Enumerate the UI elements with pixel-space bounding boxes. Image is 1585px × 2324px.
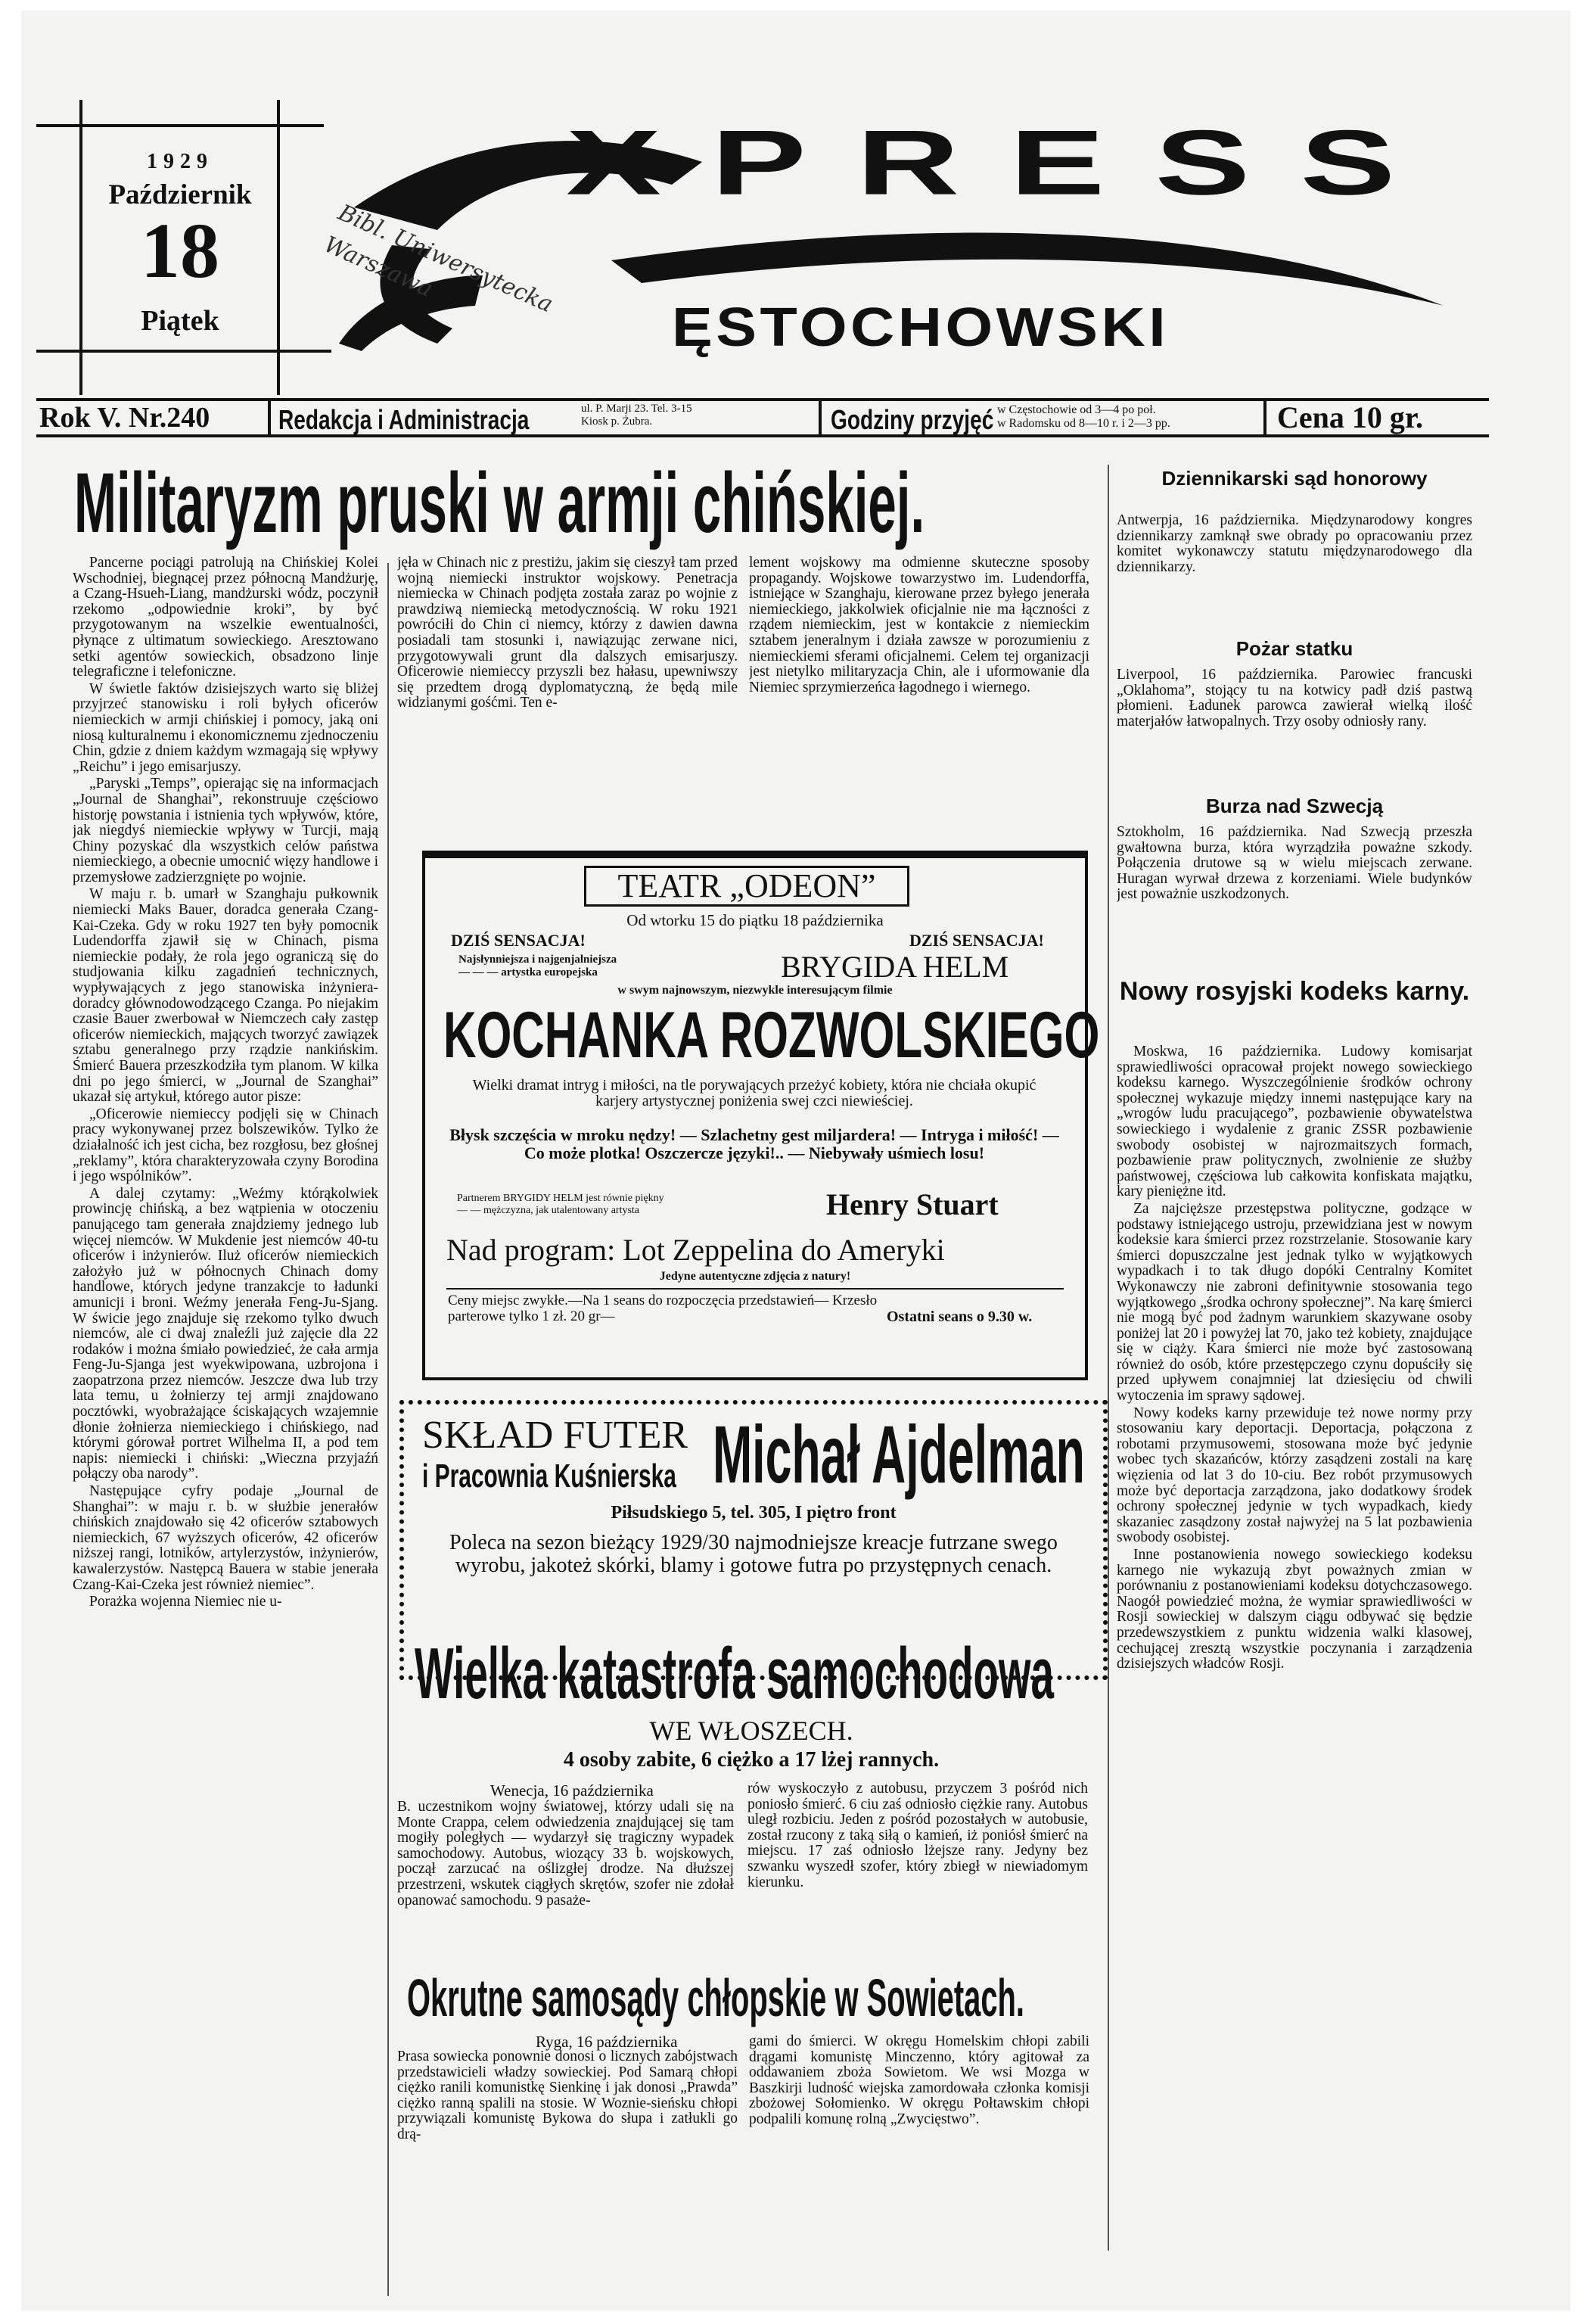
paragraph: Inne postanowienia nowego sowieckiego kodeksu karnego nie wykazują zbyt poważnych zmian w porównaniu z postanowieniami kodeksu dotychczasowego. Naogół powiedzieć można, że wymiar sprawiedliwości w Rosji sowieckiej w dalszym ciągu odbywać się będzie przedewszystkiem z punktu widzenia walki klasowej, cechującej zresztą wszystkie poczynania i zarządzenia dzisiejszych władców Rosji. xyxy=(1117,1547,1472,1672)
car-article-col2: rów wyskoczyło z autobusu, przyczem 3 pośród nich poniosło śmierć. 6 ciu zaś odniosło ciężkie rany. Autobus uległ rozbiciu. Jeden z pośród pozostałych w autobusie, został rzucony z taką siłą o kamień, iż poniósł śmierć na miejscu. 17 zaś odniosło lżejsze rany. Jedyny bez szwanku wyszedł szofer, który zbiegł w niewiadomym kierunku. xyxy=(747,1781,1088,1890)
date-year: 1929 xyxy=(147,150,213,173)
paragraph: Porażka wojenna Niemiec nie u- xyxy=(89,1594,282,1610)
right-column-divider xyxy=(1108,465,1109,2251)
infobar-divider-3 xyxy=(1263,398,1266,437)
right-h4: Nowy rosyjski kodeks karny. xyxy=(1119,977,1470,1006)
car-article-dateline: Wenecja, 16 października xyxy=(490,1781,654,1800)
right-p3: Sztokholm, 16 października. Nad Szwecją przeszła gwałtowna burza, która wyrządziła poważne szkody. Połączenia drutowe są w wielu miejscach zerwane. Huragan wyrwał drzewa z korzeniami. Wiele budynków jest poważnie uszkodzonych. xyxy=(1117,825,1472,903)
fur-ad-address: Piłsudskiego 5, tel. 305, I piętro front xyxy=(611,1503,897,1523)
address-line-1: ul. P. Marji 23. Tel. 3-15 xyxy=(581,403,692,415)
odeon-ad-top-band xyxy=(422,851,1088,858)
fur-ad-name: Michał Ajdelman xyxy=(713,1408,1085,1500)
odeon-last-show: Ostatni seans o 9.30 w. xyxy=(887,1308,1033,1325)
lynch-article-col2: gami do śmierci. W okręgu Homelskim chłopi zabili drągami komunistę Minczenno, który agitował za oddawaniem zboża Sowietom. We wsi Mozga w Baszkirji ludność wiejska zamordowała członka komisji zbożowej Sołomienko. W okręgu Połtawskim chłopi podpalili komunę rolną „Zwycięstwo”. xyxy=(749,2034,1089,2127)
address-line-2: Kiosk p. Żubra. xyxy=(581,415,653,428)
odeon-dates: Od wtorku 15 do piątku 18 października xyxy=(626,911,884,929)
lynch-article-dateline: Ryga, 16 października xyxy=(536,2033,678,2051)
odeon-slogans: Błysk szczęścia w mroku nędzy! — Szlachetny gest miljardera! — Intryga i miłość! — Co może plotka! Oszczercze języki!.. — Niebywały uśmiech losu! xyxy=(449,1125,1059,1162)
hours-label: Godziny przyjęć xyxy=(831,404,994,435)
date-box-right-rule xyxy=(277,100,280,395)
right-p4 xyxy=(1117,1044,1472,2285)
paragraph: A dalej czytamy: „Weźmy którąkolwiek prowincję chińską, a bez wątpienia w otoczeniu panującego tam generała znajdziemy jednego lub więcej niemców. W Mukdenie jest niemców 40-tu oficerów i inżynierów. Iluż oficerów niemieckich założyło już w północnych Chinach domy handlowe, których jedyne tranzakcje to ładunki amunicji i broni. Weźmy jenerała Feng-Ju-Sjang. W świcie jego znajduje się rzekomo tylko dwuch niemców, ale ci dwaj znaleźli już zajęcie dla 22 rodaków i można śmiało powiedzieć, że cała armja Feng-Ju-Sjanga jest wyekwipowana, uzbrojona i zaopatrzona przez niemców. Jeszcze dwa lub trzy lata temu, u żołnierzy tej armji znajdowano pocztówki, wyobrażające ściskających wzajemnie dłonie żołnierza niemieckiego i chińskiego, nad którymi górował portret Wilhelma II, a pod tem napis: niemiecki i chiński: „Wieczna przyjaźń połączy oba narody”. xyxy=(73,1185,378,1482)
lynch-article-headline: Okrutne samosądy chłopskie w Sowietach. xyxy=(407,1968,1025,2027)
paragraph: Pancerne pociągi patrolują na Chińskiej Kolei Wschodniej, biegnącej przez północną Mandżurję, a Czang-Hsueh-Liang, mandżurski wódz, poczynił rzekomo „odpowiednie kroki”, by być przygotowanym na wszelkie ewentualności, płynące z ultimatum sowieckiego. Aresztowano setki agentów sowieckich, obsadzono linje telegraficzne i telefoniczne. xyxy=(73,555,378,680)
car-article-headline: Wielka katastrofa samochodowa xyxy=(415,1633,1054,1714)
issue-number: Rok V. Nr.240 xyxy=(39,402,210,434)
paragraph: „Oficerowie niemieccy podjęli się w Chinach pracy wykonywanej przez bolszewików. Tylko że działalność ich jest cicha, bez rozgłosu, bez głośnej „reklamy”, która charakteryzowała czyny Borodina i jego wspólników”. xyxy=(73,1106,378,1185)
right-h3: Burza nad Szwecją xyxy=(1205,795,1384,817)
odeon-price-rule xyxy=(446,1288,1064,1290)
odeon-partner xyxy=(457,1193,664,1217)
odeon-sensation-left: DZIŚ SENSACJA! xyxy=(451,931,586,950)
paragraph: W świetle faktów dzisiejszych warto się bliżej przyjrzeć stanowisku i roli byłych oficerów niemieckich w armji chińskiej i pomocy, jaką oni niosą kulturalnemu i ekonomicznemu zjednoczeniu Chin, gdzie z dniem każdym wzmagają się wpływy „Reichu” i jego emisarjuszy. xyxy=(73,680,378,775)
car-article-col1: B. uczestnikom wojny światowej, którzy udali się na Monte Crappa, celem odwiedzenia znajdującej się tam mogiły poległych — wydarzył się tragiczny wypadek samochodowy. Autobus, wiozący 33 b. wojskowych, począł zarzucać na oślizgłej drodze. Na dłuższej przestrzeni, wskutek ciągłych skrętów, szofer nie zdołał opanować samochodu. 9 pasaże- xyxy=(397,1800,734,1909)
paragraph: Następujące cyfry podaje „Journal de Shanghai”: w maju r. b. w służbie jenerałów chińskich znajdowało się 42 oficerów sztabowych niemieckich, 67 wyższych oficerów, 42 oficerów niższej rangi, lotników, artylerzystów, inżynierów, kawalerzystów. Następcą Bauera w stabie jenerała Czang-Kai-Czeka jest również niemiec”. xyxy=(73,1483,378,1593)
hours-line-2: w Radomsku od 8—10 r. i 2—3 pp. xyxy=(997,417,1170,430)
handwritten-library-note: Bibl. Uniwersytecka Warszawa xyxy=(320,199,557,319)
date-box-left-rule xyxy=(79,100,82,395)
hours-block xyxy=(997,403,1170,431)
odeon-prices: Ceny miejsc zwykłe.—Na 1 seans do rozpoczęcia przedstawień— Krzesło parterowe tylko 1 zł. 20 gr— xyxy=(448,1293,878,1324)
odeon-film-title: KOCHANKA ROZWOLSKIEGO xyxy=(443,999,1100,1072)
odeon-star-intro-2: — — — artystka europejska xyxy=(458,966,598,978)
lynch-article-col1: Prasa sowiecka ponownie donosi o licznych zabójstwach przedstawicieli władzy sowieckiej. Pod Samarą chłopi ciężko ranili komunistkę Sienkinę i jak donosi „Prawda” ciężko ranną spalili na stosie. W Woznie-sieńsku chłopi przywiązali komunistę Bykowa do słupa i zatłukli go drą- xyxy=(397,2049,738,2142)
fur-ad-line1: SKŁAD FUTER xyxy=(422,1414,688,1457)
main-article-col2: jęła w Chinach nic z prestiżu, jakim się cieszył tam przed wojną niemiecki instruktor wojskowy. Penetracja niemiecka w Chinach podjęta została zaraz po wojnie z prawdziwą niemiecką metodycznością. W roku 1921 powróciłi do Chin ci niemcy, którzy z dawien dawna posiadali tam stosunki i, nawiązując zerwane nici, przygotowywali grunt dla dalszych emisarjuszy. Oficerowie niemieccy przyszli bez hałasu, upewniwszy się przedtem drogą dyplomatyczną, że będą mile widzianymi gośćmi. Ten e- xyxy=(397,555,738,711)
column-divider xyxy=(387,563,389,2296)
date-weekday: Piątek xyxy=(141,305,219,337)
odeon-next-program-note: Jedyne autentyczne zdjęcia z natury! xyxy=(659,1270,851,1283)
paragraph: Nowy kodeks karny przewiduje też nowe normy przy stosowaniu kary deportacji. Deportacja, połączona z robotami przymusowemi, stosowana może być jedynie wobec tych skazańców, którzy zasądzeni zostali na karę więzienia od lat 3 do 10-ciu. Bez robót przymusowych może być deportacja zarządzona, jako dodatkowy środek ochrony społecznej jedynie w tych wypadkach, kiedy skazaniec zasądzony został najwyżej na 5 lat pozbawienia swobody osobistej. xyxy=(1117,1405,1472,1546)
odeon-star-intro xyxy=(458,954,617,979)
paragraph: „Paryski „Temps”, opierając się na informacjach „Journal de Shanghai”, rekonstruuje częściowo historję powstania i istnienia tych wpływów, które, jak niegdyś niemieckie wpływy w Turcji, mają Chiny pozyskać dla wszystkich celów państwa niemieckiego, a obecnie umocnić więzy handlowe i przemysłowe zadzierzgnięte po wojnie. xyxy=(73,776,378,885)
address-block xyxy=(581,403,692,428)
infobar-divider-2 xyxy=(819,398,822,437)
odeon-partner-1: Partnerem BRYGIDY HELM jest równie piękny xyxy=(457,1193,664,1204)
main-headline: Militaryzm pruski w armji chińskiej. xyxy=(74,456,925,550)
fur-ad-line2: i Pracownia Kuśnierska xyxy=(422,1458,676,1495)
odeon-sensation-right: DZIŚ SENSACJA! xyxy=(909,931,1044,950)
infobar-top-rule xyxy=(36,398,1489,401)
fur-ad-text: Poleca na sezon bieżący 1929/30 najmodniejsze kreacje futrzane swego wyrobu, jakoteż skórki, blamy i gotowe futra po przystępnych cenach. xyxy=(449,1531,1058,1577)
odeon-next-program: Nad program: Lot Zeppelina do Ameryki xyxy=(446,1233,945,1267)
odeon-film-intro: w swym najnowszym, niezwykle interesującym filmie xyxy=(617,984,893,997)
odeon-ad xyxy=(422,851,1100,1380)
infobar-bottom-rule xyxy=(36,434,1489,437)
odeon-description: Wielki dramat intryg i miłości, na tle porywających przeżyć kobiety, która nie chciała okupić karjery artystycznej poniżenia swej czci niewieściej. xyxy=(472,1077,1036,1109)
date-month: Październik xyxy=(108,179,252,210)
odeon-partner-name: Henry Stuart xyxy=(826,1187,999,1221)
right-p2: Liverpool, 16 października. Parowiec francuski „Oklahoma”, stojący tu na kotwicy padł dziś pastwą płomieni. Ładunek parowca zawierał wielką ilość materjałów łatwopalnych. Trzy osoby odniosły rany. xyxy=(1117,667,1472,730)
price: Cena 10 gr. xyxy=(1277,400,1423,434)
right-p1: Antwerpja, 16 października. Międzynarodowy kongres dziennikarzy zamknął swe obrady po opracowaniu przez komitet wykonawczy statutu międzynarodowego dla dziennikarzy. xyxy=(1117,513,1472,575)
paragraph: Za najcięższe przestępstwa polityczne, godzące w podstawy istniejącego ustroju, przewidziana jest w nowym kodeksie kara śmierci przez rozstrzelanie. Stosowanie kary śmierci dopuszczalne jest jednak tylko w wyjątkowych wypadkach i to tak długo dopóki Centralny Komitet Wykonawczy nie zabroni definitywnie stosowania tego wyjątkowego „środka ochrony społecznej”. Na karę śmierci nie mogą być pod żadnym warunkiem skazywane osoby poniżej lat 20 i powyżej lat 70, jako też kobiety, znajdujące się w ciąży. Kara śmierci nie może być zastosowaną również do osób, które przestępczego czynu dopuściły się przed upływem conajmniej lat dziesięciu od chwili wytoczenia im sprawy sądowej. xyxy=(1117,1200,1472,1405)
paragraph: Moskwa, 16 października. Ludowy komisarjat sprawiedliwości opracował projekt nowego sowieckiego kodeksu karnego. Wyszczególnienie środków ochrony społecznej wykazuje między innemi następujące kary na „wrogów ludu pracującego”, pozbawienie obywatelstwa sowieckiego i wydalenie z granic ZSSR pozbawienie swobody osobistej w najrozmaitszych formach, pozbawienie praw politycznych, zwolnienie ze służby państwowej, częściowa lub całkowita konfiskata majątku, kary pieniężne itd. xyxy=(1117,1044,1472,1200)
paragraph: W maju r. b. umarł w Szanghaju pułkownik niemiecki Maks Bauer, doradca generała Czang-Kai-Czeka. Gdy w roku 1927 ten były pomocnik Ludendorffa zjawił się w Chinach, pisma niemieckie podały, że rola jego ograniczą się do studjowania kilku zagadnień technicznych, wypływających z jego stanowiska inżyniera-doradcy głównodowodzącego Czanga. Po niejakim czasie Bauer zwerbował w Niemczech cały zastęp oficerów niemieckich, mających tworzyć zawiązek sztabu generalnego przy rządzie nankińskim. Śmierć Bauera przeszkodziła tym planom. W kilka dni po jego śmierci, w „Journal de Szanghai” ukazał się artykuł, którego autor pisze: xyxy=(73,886,378,1106)
odeon-star-name: BRYGIDA HELM xyxy=(781,950,1009,984)
odeon-star-intro-1: Najsłynniejsza i najgenjalniejsza xyxy=(458,954,617,966)
right-h2: Pożar statku xyxy=(1235,637,1353,660)
hours-line-1: w Częstochowie od 3—4 po poł. xyxy=(997,403,1156,416)
newspaper-page xyxy=(21,11,1571,2311)
infobar-divider-1 xyxy=(268,398,271,437)
right-h1: Dziennikarski sąd honorowy xyxy=(1161,467,1428,490)
odeon-title: TEATR „ODEON” xyxy=(584,866,909,907)
editorial-label: Redakcja i Administracja xyxy=(278,404,530,435)
logo-title: XPRESS xyxy=(566,110,1446,214)
car-article-subhead: WE WŁOSZECH. xyxy=(649,1716,853,1746)
car-article-deck: 4 osoby zabite, 6 ciężko a 17 lżej rannych. xyxy=(563,1748,940,1772)
main-article-col3: lement wojskowy ma odmienne skuteczne sposoby propagandy. Wojskowe towarzystwo im. Ludendorffa, istniejące w Szanghaju, kierowane przez byłego jenerała niemieckiego, jakkolwiek oficjalnie nie ma łączności z rządem niemieckim, jest w kontakcie z niemieckim sztabem jeneralnym i działa zawsze w porozumieniu z niemieckiemi sferami oficjalnemi. Celem tej organizacji jest nietylko militaryzacja Chin, ale i uformowanie dla Niemiec sprzymierzeńca łagodnego i wiernego. xyxy=(749,555,1089,695)
logo-subtitle: ĘSTOCHOWSKI xyxy=(672,297,1170,358)
odeon-partner-2: — — mężczyzna, jak utalentowany artysta xyxy=(457,1205,640,1216)
main-article-col1 xyxy=(73,555,378,2288)
date-day: 18 xyxy=(141,207,219,294)
